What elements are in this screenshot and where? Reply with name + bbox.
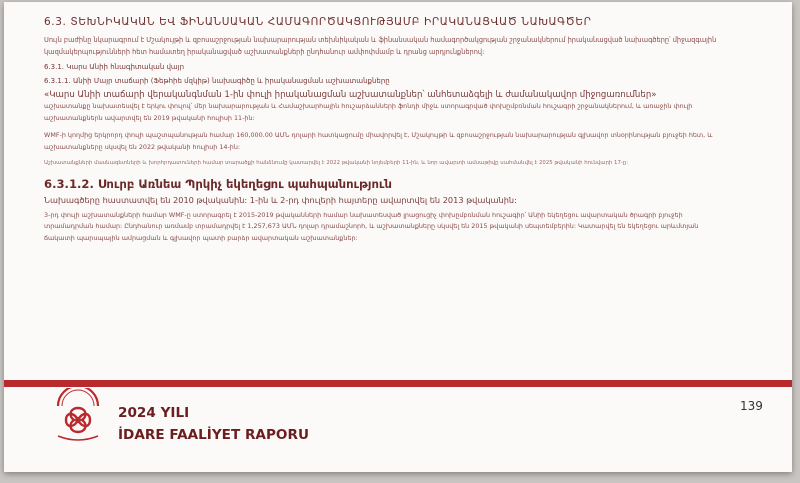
report-title: [118, 402, 309, 446]
subsubsection-heading: 6.3.1.1. Անիի Մայր տաճարի (Ֆեթհիե մզկիթ) նախագիծը և իրականացման աշխատանքները: [44, 77, 390, 86]
lead-paragraph: Նախագծերը հաստատվել են 2010 թվականին: 1-ին և 2-րդ փուլերի հայտերը ավարտվել են 2013 թվականին:: [44, 194, 517, 205]
paragraph: WMF-ի կողմից երկրորդ փուլի պաշտպանության համար 160,000.00 ԱՄՆ դոլարի հատկացումը միավորվել է, Մշակույթի և զբոսաշրջության նախարարության գլխավոր տնօրինության բյուջեի հետ, և աշխատանքները սկսվել են 2022 թվականի հուլիսի 14-ին:: [44, 131, 713, 151]
paragraph: աշխատանքը նախատեսվել է երկու փուլով՝ մեր նախարարության և Համաշխարհային հուշարձանների ֆոնդի միջև ստորագրված փոխըմբռնման հուշագրի շրջանակներում, և առաջին փուլի աշխատանքներն ավարտվել են 2019 թվականի հուլիսի 11-ին:: [44, 102, 693, 123]
paragraph: Աշխատանքների մասնագետների և խորհրդատուների համար տարածքի հանձնումը կատարվել է 2022 թվականի նոյեմբերի 11-ին, և նոր ավարտի ամսաթիվը սահմանվել է 2025 թվականի հունվարի 17-ը:: [44, 159, 629, 166]
document-page: [4, 2, 792, 472]
report-year: 2024 YILI: [118, 405, 190, 421]
ministry-emblem-icon: [52, 388, 104, 448]
section-title: 6.3. ՏԵԽՆԻԿԱԿԱՆ ԵՎ ՖԻՆԱՆՍԱԿԱՆ ՀԱՄԱԳՈՐԾԱԿՑՈՒԹՅԱՄԲ ԻՐԱԿԱՆԱՑՎԱԾ ՆԱԽԱԳԾԵՐ: [44, 16, 592, 28]
project-quote: «Կարս Անիի տաճարի վերականգնման 1-ին փուլի իրականացման աշխատանքներ՝ անհետաձգելի և ժամանակավոր միջոցառումներ»: [44, 90, 657, 101]
paragraph: 3-րդ փուլի աշխատանքների համար WMF-ը ստորագրել է 2015-2019 թվականների համար նախատեսված լրացուցիչ փոխըմբռնման հուշագիր՝ Անիի եկեղեցու ավարտական ծրագրի բյուջեի տրամադրման համար: Ընդհանուր առմամբ տրամադրվել է 1,257,673 ԱՄՆ դոլար դրամաշնորհ, և աշխատանքները սկսվել են 2015 թվականի սեպտեմբերին: Կատարվել են եկեղեցու արևմտյան ճակատի պարսպային ամրացման և գլխավոր պատի բարձր ավարտական աշխատանքներ:: [44, 210, 699, 243]
section-intro: Սույն բաժինը նկարագրում է Մշակույթի և զբոսաշրջության նախարարության տեխնիկական և ֆինանսական համագործակցության շրջանակներում իրականացված նախագծերը՝ միջազգային կազմակերպությունների հետ համատեղ իրականացված աշխատանքների ընդհանուր ամփոփմամբ և դրանց արդյունքներով:: [44, 36, 717, 57]
subsection-heading-large: 6.3.1.2. Սուրբ Առնեա Պրկիչ եկեղեցու պահպանություն: [44, 176, 392, 191]
footer-divider: [4, 380, 792, 387]
subsection-heading: 6.3.1. Կարս Անիի հնագիտական վայր: [44, 63, 185, 72]
document-body: [44, 16, 724, 245]
report-name: İDARE FAALİYET RAPORU: [118, 427, 309, 443]
page-number: 139: [740, 399, 763, 413]
